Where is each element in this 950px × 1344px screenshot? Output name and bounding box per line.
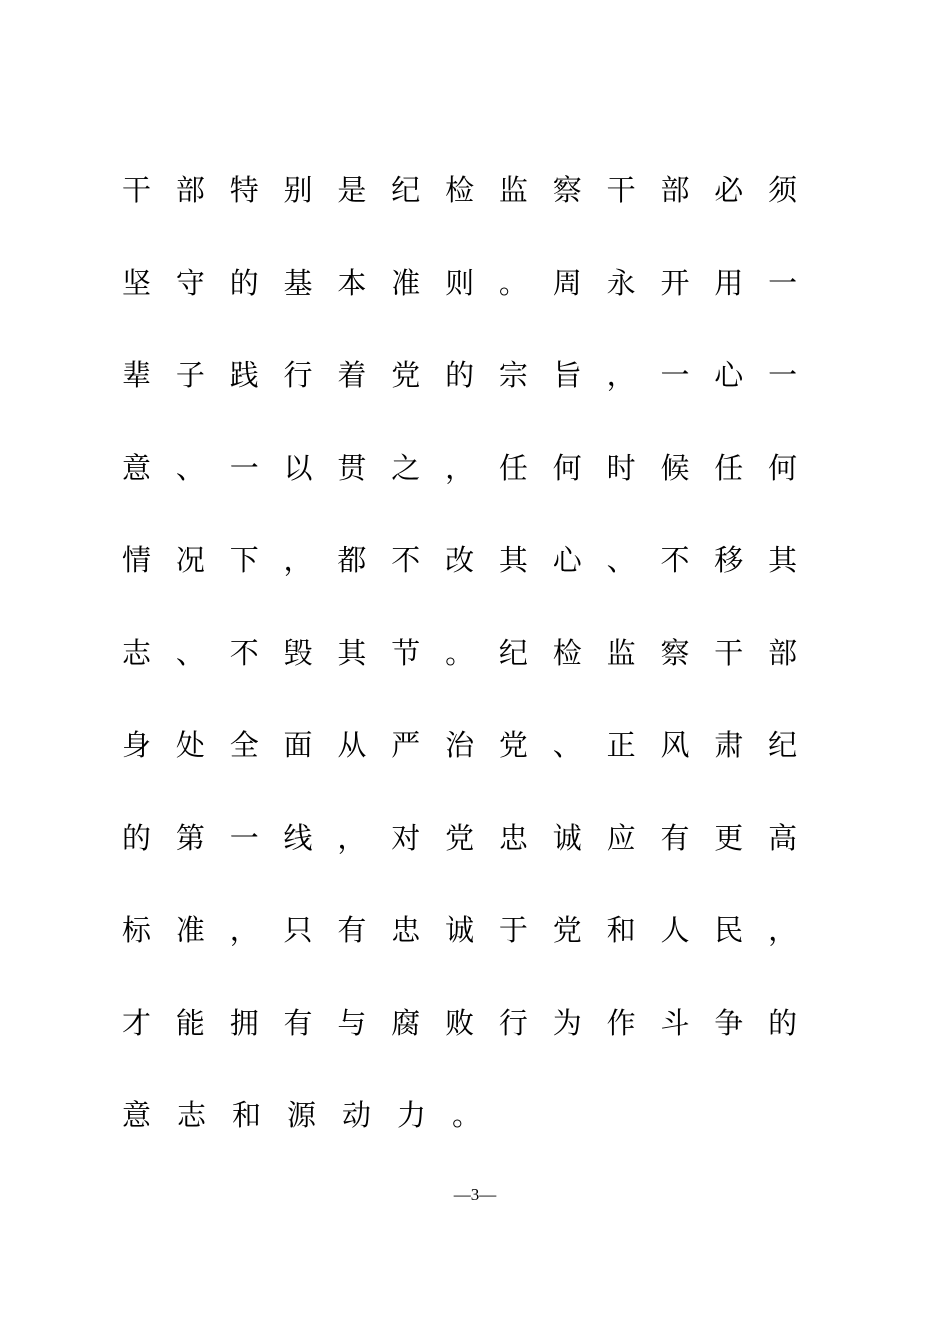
text-line: 干 部 特 别 是 纪 检 监 察 干 部 必 须 (122, 173, 798, 207)
text-line: 意 志 和 源 动 力 。 (122, 1098, 482, 1132)
text-line: 身 处 全 面 从 严 治 党 、 正 风 肃 纪 (122, 728, 798, 762)
text-line: 辈 子 践 行 着 党 的 宗 旨 ， 一 心 一 (122, 358, 798, 392)
page-number: —3— (453, 1185, 497, 1204)
text-line: 意 、 一 以 贯 之 ， 任 何 时 候 任 何 (122, 450, 798, 485)
text-line: 志 、 不 毁 其 节 。 纪 检 监 察 干 部 (122, 635, 798, 670)
text-line: 的 第 一 线 ， 对 党 忠 诚 应 有 更 高 (122, 820, 798, 855)
body-text (122, 168, 822, 1186)
text-line: 才 能 拥 有 与 腐 败 行 为 作 斗 争 的 (122, 1005, 798, 1040)
text-line: 标 准 ， 只 有 忠 诚 于 党 和 人 民 ， (122, 913, 798, 947)
text-line: 坚 守 的 基 本 准 则 。 周 永 开 用 一 (122, 265, 798, 300)
text-line: 情 况 下 ， 都 不 改 其 心 、 不 移 其 (122, 543, 798, 577)
